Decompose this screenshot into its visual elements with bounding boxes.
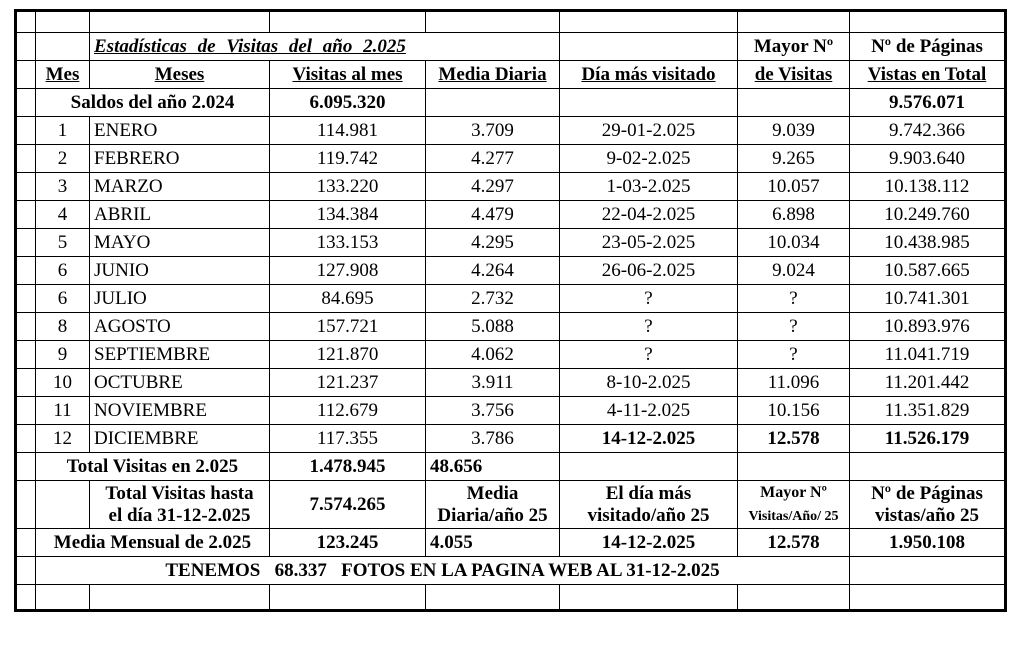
month-dia-mas-visitado: ? bbox=[560, 285, 738, 313]
hasta-label-bottom: el día 31-12-2.025 bbox=[108, 504, 251, 526]
media-mensual-visitas: 123.245 bbox=[270, 529, 426, 557]
month-media-diaria: 3.786 bbox=[426, 425, 560, 453]
hasta-mayor bbox=[738, 481, 850, 529]
month-name: MARZO bbox=[90, 173, 270, 201]
month-name: DICIEMBRE bbox=[90, 425, 270, 453]
month-number: 11 bbox=[36, 397, 90, 425]
media-mensual-mayor: 12.578 bbox=[738, 529, 850, 557]
month-number: 1 bbox=[36, 117, 90, 145]
month-mayor-visitas: 9.024 bbox=[738, 257, 850, 285]
table-row bbox=[16, 313, 1006, 341]
header-visitas-mes: Visitas al mes bbox=[270, 61, 426, 89]
total-media: 48.656 bbox=[426, 453, 560, 481]
month-visitas: 127.908 bbox=[270, 257, 426, 285]
hasta-mayor-top: Mayor Nº bbox=[760, 484, 827, 501]
month-mayor-visitas: 6.898 bbox=[738, 201, 850, 229]
month-mayor-visitas: 11.096 bbox=[738, 369, 850, 397]
hasta-label-top: Total Visitas hasta bbox=[105, 482, 254, 504]
total-label: Total Visitas en 2.025 bbox=[36, 453, 270, 481]
visits-statistics-table bbox=[14, 9, 1007, 612]
header-row bbox=[16, 61, 1006, 89]
month-visitas: 133.153 bbox=[270, 229, 426, 257]
month-number: 6 bbox=[36, 285, 90, 313]
month-name: SEPTIEMBRE bbox=[90, 341, 270, 369]
month-media-diaria: 4.062 bbox=[426, 341, 560, 369]
month-mayor-visitas: 12.578 bbox=[738, 425, 850, 453]
hasta-paginas bbox=[850, 481, 1006, 529]
table-row bbox=[16, 201, 1006, 229]
hasta-paginas-bottom: vistas/año 25 bbox=[875, 504, 979, 526]
media-mensual-dia: 14-12-2.025 bbox=[560, 529, 738, 557]
hasta-dia-top: El día más bbox=[605, 482, 692, 504]
month-name: OCTUBRE bbox=[90, 369, 270, 397]
month-dia-mas-visitado: 14-12-2.025 bbox=[560, 425, 738, 453]
month-dia-mas-visitado: 9-02-2.025 bbox=[560, 145, 738, 173]
month-dia-mas-visitado: ? bbox=[560, 341, 738, 369]
empty-row bbox=[16, 11, 1006, 33]
hasta-media-bottom: Diaria/año 25 bbox=[437, 504, 548, 526]
month-dia-mas-visitado: 23-05-2.025 bbox=[560, 229, 738, 257]
month-paginas-total: 11.041.719 bbox=[850, 341, 1006, 369]
month-visitas: 134.384 bbox=[270, 201, 426, 229]
month-visitas: 157.721 bbox=[270, 313, 426, 341]
month-paginas-total: 10.893.976 bbox=[850, 313, 1006, 341]
fotos-text: TENEMOS 68.337 FOTOS EN LA PAGINA WEB AL 31-12-2.025 bbox=[36, 557, 850, 585]
hasta-media bbox=[426, 481, 560, 529]
hasta-dia bbox=[560, 481, 738, 529]
month-mayor-visitas: ? bbox=[738, 341, 850, 369]
header-mayor-top: Mayor Nº bbox=[738, 33, 850, 61]
page-title: Estadísticas de Visitas del año 2.025 bbox=[90, 33, 560, 61]
month-dia-mas-visitado: 8-10-2.025 bbox=[560, 369, 738, 397]
header-mes: Mes bbox=[36, 61, 90, 89]
hasta-label bbox=[90, 481, 270, 529]
month-number: 12 bbox=[36, 425, 90, 453]
hasta-row bbox=[16, 481, 1006, 529]
month-number: 3 bbox=[36, 173, 90, 201]
month-number: 9 bbox=[36, 341, 90, 369]
month-number: 5 bbox=[36, 229, 90, 257]
month-media-diaria: 3.756 bbox=[426, 397, 560, 425]
empty-row bbox=[16, 585, 1006, 611]
month-paginas-total: 10.249.760 bbox=[850, 201, 1006, 229]
month-paginas-total: 11.526.179 bbox=[850, 425, 1006, 453]
header-meses: Meses bbox=[90, 61, 270, 89]
table-row bbox=[16, 425, 1006, 453]
header-paginas-top: Nº de Páginas bbox=[850, 33, 1006, 61]
month-paginas-total: 9.742.366 bbox=[850, 117, 1006, 145]
month-media-diaria: 5.088 bbox=[426, 313, 560, 341]
table-row bbox=[16, 145, 1006, 173]
hasta-dia-bottom: visitado/año 25 bbox=[587, 504, 710, 526]
month-media-diaria: 4.277 bbox=[426, 145, 560, 173]
month-dia-mas-visitado: 26-06-2.025 bbox=[560, 257, 738, 285]
table-row bbox=[16, 369, 1006, 397]
month-number: 2 bbox=[36, 145, 90, 173]
month-media-diaria: 4.264 bbox=[426, 257, 560, 285]
month-paginas-total: 10.138.112 bbox=[850, 173, 1006, 201]
month-number: 6 bbox=[36, 257, 90, 285]
hasta-mayor-bottom: Visitas/Año/ 25 bbox=[748, 509, 839, 524]
month-media-diaria: 3.709 bbox=[426, 117, 560, 145]
header-mayor-bottom: de Visitas bbox=[738, 61, 850, 89]
month-number: 4 bbox=[36, 201, 90, 229]
saldos-visitas: 6.095.320 bbox=[270, 89, 426, 117]
month-dia-mas-visitado: 22-04-2.025 bbox=[560, 201, 738, 229]
month-media-diaria: 4.297 bbox=[426, 173, 560, 201]
table-row bbox=[16, 257, 1006, 285]
table-row bbox=[16, 173, 1006, 201]
month-name: AGOSTO bbox=[90, 313, 270, 341]
media-mensual-label: Media Mensual de 2.025 bbox=[36, 529, 270, 557]
month-paginas-total: 10.587.665 bbox=[850, 257, 1006, 285]
month-name: MAYO bbox=[90, 229, 270, 257]
month-mayor-visitas: ? bbox=[738, 285, 850, 313]
saldos-row bbox=[16, 89, 1006, 117]
month-visitas: 119.742 bbox=[270, 145, 426, 173]
month-name: ENERO bbox=[90, 117, 270, 145]
table-row bbox=[16, 117, 1006, 145]
month-paginas-total: 11.201.442 bbox=[850, 369, 1006, 397]
month-rows bbox=[16, 117, 1006, 453]
header-paginas-bottom: Vistas en Total bbox=[850, 61, 1006, 89]
month-mayor-visitas: 10.034 bbox=[738, 229, 850, 257]
month-name: NOVIEMBRE bbox=[90, 397, 270, 425]
table-row bbox=[16, 397, 1006, 425]
month-mayor-visitas: 9.039 bbox=[738, 117, 850, 145]
month-media-diaria: 4.479 bbox=[426, 201, 560, 229]
media-mensual-media: 4.055 bbox=[426, 529, 560, 557]
title-row bbox=[16, 33, 1006, 61]
month-dia-mas-visitado: 1-03-2.025 bbox=[560, 173, 738, 201]
month-paginas-total: 10.741.301 bbox=[850, 285, 1006, 313]
month-name: FEBRERO bbox=[90, 145, 270, 173]
month-media-diaria: 2.732 bbox=[426, 285, 560, 313]
month-visitas: 112.679 bbox=[270, 397, 426, 425]
hasta-paginas-top: Nº de Páginas bbox=[871, 482, 983, 504]
table-row bbox=[16, 285, 1006, 313]
media-mensual-row bbox=[16, 529, 1006, 557]
header-dia-mas-visitado: Día más visitado bbox=[560, 61, 738, 89]
saldos-paginas: 9.576.071 bbox=[850, 89, 1006, 117]
month-media-diaria: 3.911 bbox=[426, 369, 560, 397]
month-visitas: 84.695 bbox=[270, 285, 426, 313]
month-mayor-visitas: ? bbox=[738, 313, 850, 341]
saldos-label: Saldos del año 2.024 bbox=[36, 89, 270, 117]
month-visitas: 133.220 bbox=[270, 173, 426, 201]
month-mayor-visitas: 9.265 bbox=[738, 145, 850, 173]
month-name: JULIO bbox=[90, 285, 270, 313]
month-visitas: 117.355 bbox=[270, 425, 426, 453]
header-media-diaria: Media Diaria bbox=[426, 61, 560, 89]
month-name: JUNIO bbox=[90, 257, 270, 285]
month-mayor-visitas: 10.156 bbox=[738, 397, 850, 425]
total-row bbox=[16, 453, 1006, 481]
table-row bbox=[16, 229, 1006, 257]
month-visitas: 121.870 bbox=[270, 341, 426, 369]
fotos-row bbox=[16, 557, 1006, 585]
total-visitas: 1.478.945 bbox=[270, 453, 426, 481]
month-paginas-total: 10.438.985 bbox=[850, 229, 1006, 257]
month-visitas: 121.237 bbox=[270, 369, 426, 397]
media-mensual-paginas: 1.950.108 bbox=[850, 529, 1006, 557]
month-dia-mas-visitado: 4-11-2.025 bbox=[560, 397, 738, 425]
month-dia-mas-visitado: 29-01-2.025 bbox=[560, 117, 738, 145]
month-mayor-visitas: 10.057 bbox=[738, 173, 850, 201]
month-paginas-total: 9.903.640 bbox=[850, 145, 1006, 173]
table-row bbox=[16, 341, 1006, 369]
month-visitas: 114.981 bbox=[270, 117, 426, 145]
month-media-diaria: 4.295 bbox=[426, 229, 560, 257]
month-paginas-total: 11.351.829 bbox=[850, 397, 1006, 425]
month-number: 10 bbox=[36, 369, 90, 397]
month-name: ABRIL bbox=[90, 201, 270, 229]
hasta-visitas: 7.574.265 bbox=[270, 481, 426, 529]
month-dia-mas-visitado: ? bbox=[560, 313, 738, 341]
month-number: 8 bbox=[36, 313, 90, 341]
hasta-media-top: Media bbox=[466, 482, 519, 504]
